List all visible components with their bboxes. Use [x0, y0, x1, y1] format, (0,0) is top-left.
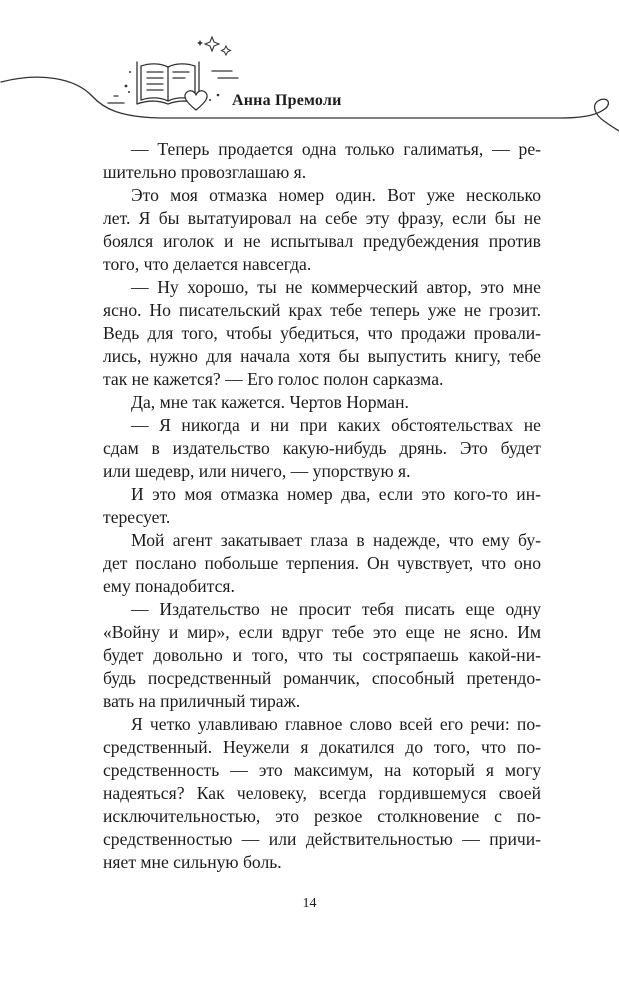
paragraph [103, 184, 541, 276]
text-line: Это моя отмазка номер один. Вот уже несколько [131, 185, 541, 205]
text-line: Да, мне так кажется. Чертов Норман. [131, 392, 409, 412]
text-line: средственный. Неужели я докатился до того, что по- [103, 737, 541, 757]
text-line: Ведь для того, чтобы убедиться, что продажи провали- [103, 323, 541, 343]
text-line: Мой агент закатывает глаза в надежде, что ему бу- [131, 530, 541, 550]
paragraph [103, 529, 541, 598]
text-line: И это моя отмазка номер два, если это кого-то ин- [131, 484, 541, 504]
text-line: так не кажется? — Его голос полон сарказма. [103, 369, 444, 389]
paragraph [103, 138, 541, 184]
text-line: средственностью — или действительностью — причи- [103, 829, 541, 849]
running-header [0, 0, 619, 150]
open-book-heart-icon [0, 0, 619, 150]
text-line: ясно. Но писательский крах тебе теперь уже не грозит. [103, 300, 541, 320]
paragraph [103, 414, 541, 483]
paragraph [103, 598, 541, 713]
text-line: того, что делается навсегда. [103, 254, 312, 274]
paragraph [103, 483, 541, 529]
text-line: будет довольно и того, что ты состряпаешь какой-ни- [103, 645, 541, 665]
text-line: средственность — это максимум, на который я могу [103, 760, 541, 780]
paragraph [103, 276, 541, 391]
text-line: или шедевр, или ничего, — упорствую я. [103, 461, 411, 481]
text-line: — Издательство не просит тебя писать еще одну [131, 599, 541, 619]
page-number: 14 [302, 896, 317, 911]
text-line: лись, нужно для начала хотя бы выпустить книгу, тебе [103, 346, 541, 366]
text-line: лет. Я бы вытатуировал на себе эту фразу, если бы не [103, 208, 541, 228]
text-line: дет послано побольше терпения. Он чувствует, что оно [103, 553, 541, 573]
text-line: — Теперь продается одна только галиматья, — ре- [131, 139, 541, 159]
text-line: сдам в издательство какую-нибудь дрянь. Это будет [103, 438, 541, 458]
body-text [103, 138, 541, 874]
text-line: надеяться? Как человеку, всегда гордившемуся своей [103, 783, 541, 803]
text-line: будь посредственный романчик, способный претендо- [103, 668, 541, 688]
text-line: тересует. [103, 507, 171, 527]
text-line: вать на приличный тираж. [103, 691, 301, 711]
text-line: шительно провозглашаю я. [103, 162, 307, 182]
author-name: Анна Премоли [232, 92, 342, 109]
text-line: исключительностью, это резкое столкновение с по- [103, 806, 541, 826]
text-line: — Я никогда и ни при каких обстоятельствах не [131, 415, 541, 435]
text-line: няет мне сильную боль. [103, 852, 282, 872]
paragraph [103, 391, 541, 414]
text-line: боялся иголок и не испытывал предубеждения против [103, 231, 541, 251]
text-line: «Войну и мир», если вдруг тебе это еще не ясно. Им [103, 622, 541, 642]
text-line: ему понадобится. [103, 576, 235, 596]
text-line: — Ну хорошо, ты не коммерческий автор, это мне [131, 277, 541, 297]
paragraph [103, 713, 541, 874]
text-line: Я четко улавливаю главное слово всей его речи: по- [131, 714, 541, 734]
